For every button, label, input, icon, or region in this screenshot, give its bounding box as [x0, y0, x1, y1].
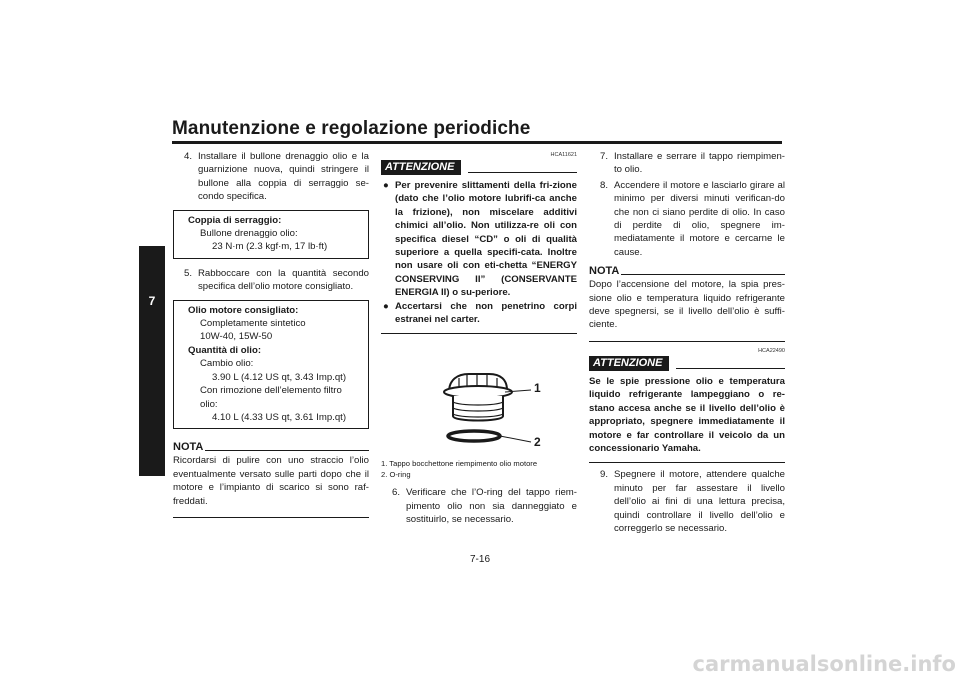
header-rule	[172, 141, 782, 144]
step-5	[173, 267, 369, 294]
step-number: 4.	[184, 151, 193, 162]
step-4	[173, 150, 369, 204]
page-title: Manutenzione e regolazione periodiche	[172, 118, 531, 139]
figure-label-2: 2	[534, 435, 541, 450]
bullet-icon: ●	[383, 300, 389, 312]
attention-heading	[589, 356, 785, 371]
attention-bullet	[381, 179, 577, 300]
caption-item-1: 1. Tappo bocchettone riempimento olio motore	[381, 459, 538, 469]
spec-item: Cambio olio:	[200, 358, 254, 370]
bullet-icon: ●	[383, 180, 389, 191]
step-6	[381, 486, 577, 526]
nota-label: NOTA	[173, 441, 204, 454]
attention-label: ATTENZIONE	[381, 160, 461, 175]
spec-value: 3.90 L (4.12 US qt, 3.43 Imp.qt)	[212, 371, 347, 383]
oil-cap-figure	[381, 356, 577, 452]
attention-label: ATTENZIONE	[589, 356, 669, 371]
caption-item-2: 2. O-ring	[381, 470, 411, 480]
step-number: 8.	[600, 179, 609, 191]
step-8	[589, 179, 785, 259]
column-2	[381, 150, 577, 533]
attention-bullet-text: Per prevenire slittamenti della fri-zione (dato che l’olio motore lubrifi-ca anche la frizione), non miscelare additivi chimici all’olio. Non utilizza-re oli con specifica diesel “CD” o oli di qualità superiore a quella specifi-cata. Inoltre non usare oli con eti-chetta “ENERGY CONSERVING II” (CONSERVANTE ENERGIA II) o su-periore.	[395, 180, 577, 299]
spec-item: Con rimozione dell’elemento filtro	[200, 385, 342, 397]
step-text: Installare il bullone drenaggio olio e la guarnizione nuova, quindi stringere il bullone alla coppia di serraggio se-condo specifica.	[198, 151, 369, 203]
warning-code: HCA22490	[758, 347, 785, 354]
spec-value: Completamente sintetico	[200, 318, 306, 330]
attention-rule	[676, 368, 785, 369]
step-text: Installare e serrare il tappo riempimen-to olio.	[614, 151, 785, 176]
step-text: Spegnere il motore, attendere qualche minuto per far assestare il livello dell’olio ai fini di una lettura precisa, quindi controllare il livello dell’olio e correggerlo se necessario.	[614, 469, 785, 534]
spec-value: 23 N·m (2.3 kgf·m, 17 lb·ft)	[212, 241, 328, 253]
o-ring	[448, 431, 500, 441]
attention-end-rule	[589, 462, 785, 463]
step-9	[589, 468, 785, 535]
step-number: 5.	[184, 267, 193, 279]
figure-label-1: 1	[534, 381, 541, 396]
nota-heading	[589, 265, 785, 277]
torque-spec-box	[173, 210, 369, 259]
spec-title: Coppia di serraggio:	[188, 214, 282, 226]
attention-end-rule	[381, 333, 577, 334]
page-number: 7-16	[469, 554, 490, 565]
nota-end-rule	[173, 517, 369, 518]
chapter-number: 7	[148, 294, 156, 308]
attention-rule	[468, 172, 577, 173]
nota-text: Dopo l’accensione del motore, la spia pres-sione olio e temperatura liquido refrigerante deve spegnersi, se il livello dell’olio è suffi-ciente.	[589, 279, 785, 331]
attention-bullet	[381, 300, 577, 327]
oil-spec-box	[173, 300, 369, 430]
step-number: 7.	[600, 151, 609, 162]
chapter-tab	[139, 246, 165, 476]
step-text: Verificare che l’O-ring del tappo riem-pimento olio non sia danneggiato e sostituirlo, se necessario.	[406, 487, 577, 526]
step-7	[589, 150, 785, 177]
leader-line-2	[500, 436, 531, 442]
nota-heading	[173, 441, 369, 453]
spec-item: Bullone drenaggio olio:	[200, 228, 298, 240]
nota-end-rule	[589, 341, 785, 342]
warning-code: HCA11621	[550, 152, 577, 158]
spec-value: 4.10 L (4.33 US qt, 3.61 Imp.qt)	[212, 411, 347, 423]
attention-heading	[381, 160, 577, 175]
attention-text: Se le spie pressione olio e temperatura liquido refrigerante lampeggiano o re-stano accesa anche se il livello dell’olio è appropriato, spegnere immediatamente il motore e far controllare il veicolo da un concessionario Yamaha.	[589, 375, 785, 454]
spec-title: Olio motore consigliato:	[188, 304, 299, 316]
spec-value: 10W-40, 15W-50	[200, 331, 273, 343]
nota-text: Ricordarsi di pulire con uno straccio l’olio eventualmente versato sulle parti dopo che il motore e l’impianto di scarico si sono raf-freddati.	[173, 455, 369, 507]
nota-label: NOTA	[589, 265, 620, 278]
column-3	[589, 150, 785, 541]
nota-rule	[205, 450, 369, 451]
watermark: carmanualsonline.info	[692, 652, 956, 676]
oil-cap-illustration	[381, 356, 577, 452]
step-text: Rabboccare con la quantità secondo specifica dell’olio motore consigliato.	[198, 267, 369, 293]
attention-bullet-text: Accertarsi che non penetrino corpi estranei nel carter.	[395, 300, 577, 326]
step-text: Accendere il motore e lasciarlo girare al minimo per diversi minuti verifican-do che non ci siano perdite di olio. In caso di perdite di olio, spegnere im-mediatamente il motore e cercarne le cause.	[614, 179, 785, 258]
step-number: 6.	[392, 487, 401, 499]
nota-rule	[621, 274, 785, 275]
spec-item: olio:	[200, 398, 218, 410]
column-1	[173, 150, 369, 518]
figure-caption	[381, 458, 577, 480]
spec-title: Quantità di olio:	[188, 344, 262, 356]
step-number: 9.	[600, 469, 609, 481]
